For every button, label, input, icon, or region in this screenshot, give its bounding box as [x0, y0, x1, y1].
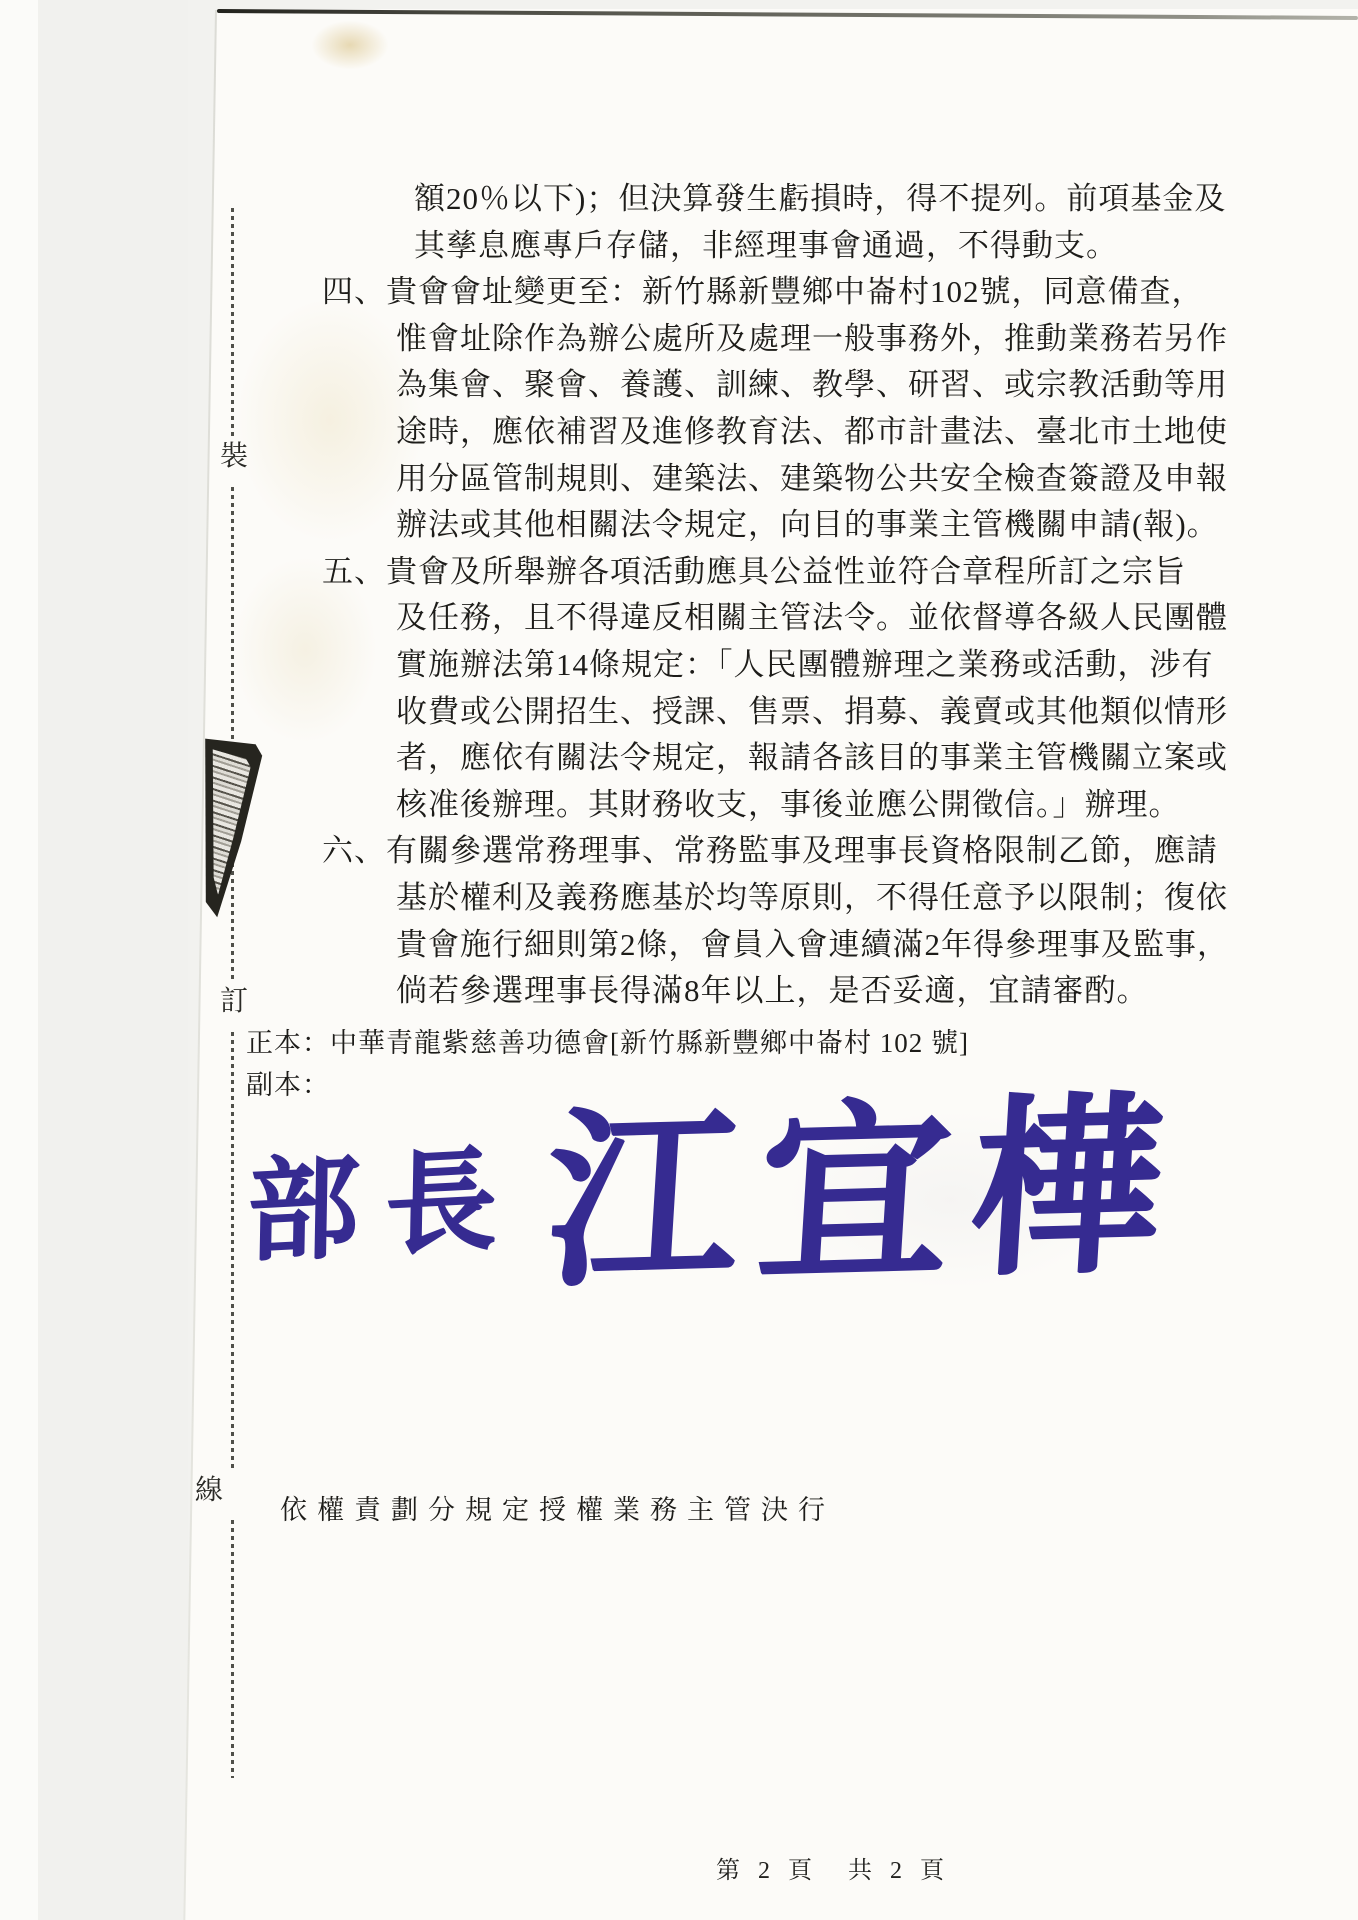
binding-mark-ding: 訂 [220, 986, 249, 1017]
body-line: 實施辦法第14條規定：「人民團體辦理之業務或活動，涉有 [396, 646, 1214, 682]
binding-dotted-line [231, 208, 234, 438]
delegation-note: 依權責劃分規定授權業務主管決行 [280, 1495, 835, 1525]
body-line: 其孳息應專戶存儲，非經理事會通過，不得動支。 [414, 227, 1118, 263]
body-line: 辦法或其他相關法令規定，向目的事業主管機關申請(報)。 [396, 507, 1219, 543]
stamp-texture [211, 743, 255, 903]
body-line: 者，應依有關法令規定，報請各該目的事業主管機關立案或 [396, 740, 1228, 776]
binding-dotted-line [231, 1520, 234, 1778]
copy-recipient-line: 副本： [246, 1070, 330, 1100]
minister-title-calligraphy: 部長 [245, 1137, 524, 1277]
binding-mark-xian: 線 [195, 1475, 224, 1506]
original-recipient-line: 正本：中華青龍紫慈善功德會[新竹縣新豐鄉中崙村 102 號] [246, 1028, 969, 1058]
page-number-footer: 第 2 頁 共 2 頁 [716, 1858, 950, 1884]
body-line: 核准後辦理。其財務收支，事後並應公開徵信。」辦理。 [396, 786, 1181, 822]
body-line: 為集會、聚會、養護、訓練、教學、研習、或宗教活動等用 [396, 367, 1228, 403]
body-line: 及任務，且不得違反相關主管法令。並依督導各級人民團體 [396, 600, 1228, 636]
body-line-item-4: 四、貴會會址變更至：新竹縣新豐鄉中崙村102號，同意備查， [322, 274, 1204, 310]
body-line: 收費或公開招生、授課、售票、捐募、義賣或其他類似情形 [396, 693, 1228, 729]
stamp-artifact [204, 731, 264, 921]
minister-signature-calligraphy: 江宜樺 [539, 1080, 1189, 1311]
body-line: 倘若參選理事長得滿8年以上，是否妥適，宜請審酌。 [396, 973, 1149, 1009]
body-line-item-6: 六、有關參選常務理事、常務監事及理事長資格限制乙節，應請 [322, 833, 1218, 869]
body-line: 用分區管制規則、建築法、建築物公共安全檢查簽證及申報 [396, 460, 1228, 496]
body-line: 基於權利及義務應基於均等原則，不得任意予以限制；復依 [396, 879, 1228, 915]
body-line: 惟會址除作為辦公處所及處理一般事務外，推動業務若另作 [396, 320, 1228, 356]
binding-dotted-line [231, 1032, 234, 1472]
body-line-item-5: 五、貴會及所舉辦各項活動應具公益性並符合章程所訂之宗旨 [322, 553, 1186, 589]
binding-mark-zhuang: 裝 [220, 441, 249, 472]
letter-body [322, 176, 1282, 1015]
scanner-background-strip [0, 0, 38, 1920]
body-line: 額20％以下)；但決算發生虧損時，得不提列。前項基金及 [414, 181, 1227, 216]
scanner-background [38, 0, 188, 1920]
body-line: 貴會施行細則第2條，會員入會連續滿2年得參理事及監事， [396, 926, 1229, 962]
body-line: 途時，應依補習及進修教育法、都市計畫法、臺北市土地使 [396, 413, 1228, 449]
